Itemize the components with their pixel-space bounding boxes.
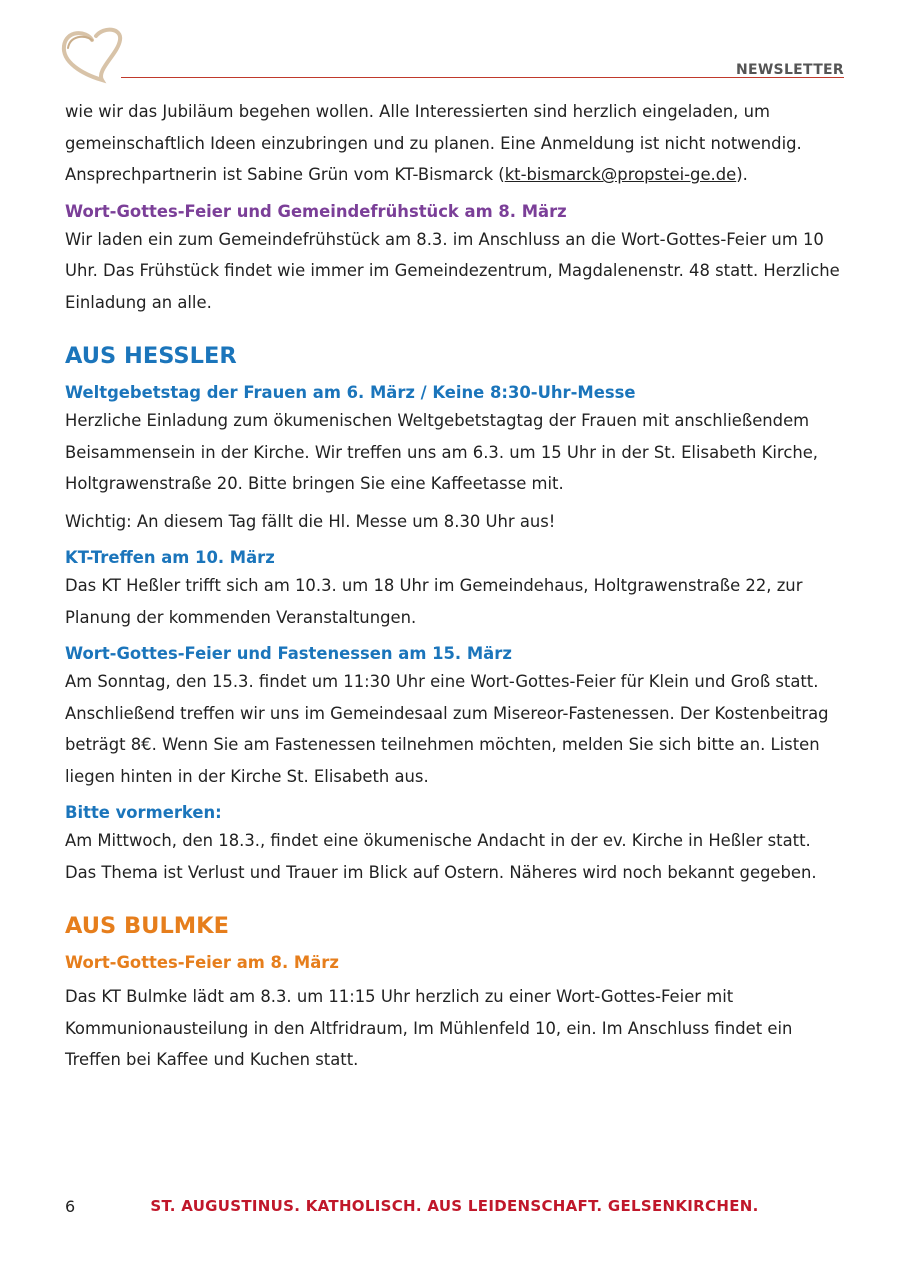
article-heading-fastenessen: Wort-Gottes-Feier und Fastenessen am 15. März	[65, 644, 512, 663]
intro-text-end: ).	[736, 165, 748, 184]
article-heading-kt-treffen: KT-Treffen am 10. März	[65, 548, 275, 567]
article-heading-vormerken: Bitte vormerken:	[65, 803, 222, 822]
article-body-gemeindefruehstueck: Wir laden ein zum Gemeindefrühstück am 8.3. im Anschluss an die Wort-Gottes-Feier um 10 Uhr. Das Frühstück findet wie immer im Gemeindezentrum, Magdalenenstr. 48 statt. Herzliche Einladung an alle.	[65, 229, 840, 312]
article-body-kt-treffen: Das KT Heßler trifft sich am 10.3. um 18 Uhr im Gemeindehaus, Holtgrawenstraße 22, zur Planung der kommenden Veranstaltungen.	[65, 576, 803, 627]
header-label: NEWSLETTER	[735, 62, 844, 78]
intro-text: wie wir das Jubiläum begehen wollen. Alle Interessierten sind herzlich eingeladen, um gemeinschaftlich Ideen einzubringen und zu planen. Eine Anmeldung ist nicht notwendig. Ansprechpartnerin ist Sabine Grün vom KT-Bismarck (	[65, 102, 802, 184]
intro-paragraph	[65, 96, 845, 191]
heart-logo-icon	[56, 26, 126, 84]
article-body-vormerken: Am Mittwoch, den 18.3., findet eine ökumenische Andacht in der ev. Kirche in Heßler statt. Das Thema ist Verlust und Trauer im Blick auf Ostern. Näheres wird noch bekannt gegeben.	[65, 831, 817, 882]
article-note-weltgebetstag: Wichtig: An diesem Tag fällt die Hl. Messe um 8.30 Uhr aus!	[65, 511, 556, 531]
page-number: 6	[65, 1197, 76, 1216]
article-body-fastenessen: Am Sonntag, den 15.3. findet um 11:30 Uhr eine Wort-Gottes-Feier für Klein und Groß statt. Anschließend treffen wir uns im Gemeindesaal zum Misereor-Fastenessen. Der Kostenbeitrag beträgt 8€. Wenn Sie am Fastenessen teilnehmen möchten, melden Sie sich bitte an. Listen liegen hinten in der Kirche St. Elisabeth aus.	[65, 672, 829, 786]
article-body-bulmke-wortgottesfeier: Das KT Bulmke lädt am 8.3. um 11:15 Uhr herzlich zu einer Wort-Gottes-Feier mit Kommunionausteilung in den Altfridraum, Im Mühlenfeld 10, ein. Im Anschluss findet ein Treffen bei Kaffee und Kuchen statt.	[65, 987, 793, 1069]
footer-slogan: ST. AUGUSTINUS. KATHOLISCH. AUS LEIDENSCHAFT. GELSENKIRCHEN.	[150, 1197, 759, 1215]
main-content	[65, 96, 845, 1076]
section-title-hessler: AUS HESSLER	[65, 343, 237, 369]
email-link[interactable]: kt-bismarck@propstei-ge.de	[504, 165, 737, 184]
section-title-bulmke: AUS BULMKE	[65, 913, 229, 939]
article-heading-bulmke-wortgottesfeier: Wort-Gottes-Feier am 8. März	[65, 953, 339, 972]
article-heading-weltgebetstag: Weltgebetstag der Frauen am 6. März / Keine 8:30-Uhr-Messe	[65, 383, 636, 402]
article-body-weltgebetstag: Herzliche Einladung zum ökumenischen Weltgebetstagtag der Frauen mit anschließendem Beisammensein in der Kirche. Wir treffen uns am 6.3. um 15 Uhr in der St. Elisabeth Kirche, Holtgrawenstraße 20. Bitte bringen Sie eine Kaffeetasse mit.	[65, 411, 819, 493]
article-heading-gemeindefruehstueck: Wort-Gottes-Feier und Gemeindefrühstück am 8. März	[65, 201, 567, 221]
